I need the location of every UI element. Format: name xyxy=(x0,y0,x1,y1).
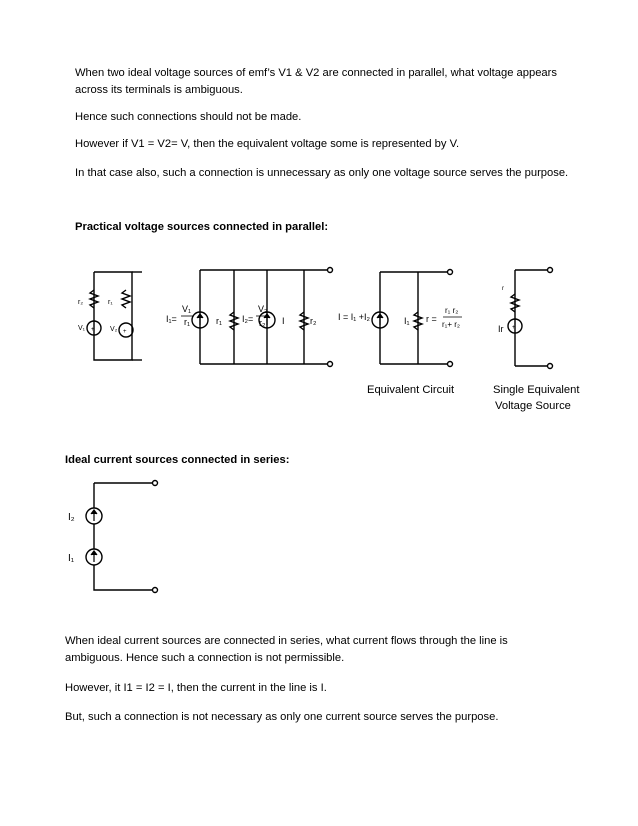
paragraph-current-ambiguous: When ideal current sources are connected in series, what current flows through the line is ambiguous. Hence such a connection is not permissible. xyxy=(65,635,508,664)
label-i-sum: I = I₁ +I₂ xyxy=(338,312,371,322)
label-ir: Ir xyxy=(498,324,504,334)
paragraph-equal-current: However, it I1 = I2 = I, then the current in the line is I. xyxy=(65,682,327,694)
paragraph-not-necessary: But, such a connection is not necessary as only one current source serves the purpose. xyxy=(65,711,499,723)
label-i2-denominator: r₂ xyxy=(259,318,266,328)
label-r-eq: r = xyxy=(426,314,437,324)
label-v1-left: V₁ xyxy=(78,325,86,332)
label-r-sym: r₂ xyxy=(310,316,317,326)
label-i1-fraction: I₁= xyxy=(166,314,177,324)
paragraph-unnecessary: In that case also, such a connection is unnecessary as only one voltage source serves the purpose. xyxy=(75,167,569,179)
label-i2-fraction: I₂= xyxy=(242,314,254,324)
paragraph-not-made: Hence such connections should not be made. xyxy=(75,111,302,123)
parallel-voltage-sources-diagram xyxy=(60,260,580,375)
label-i-sym: I xyxy=(282,316,285,326)
label-r2-left: r₂ xyxy=(78,299,84,306)
heading-ideal-current-series: Ideal current sources connected in series: xyxy=(65,454,290,466)
svg-text:+: + xyxy=(123,329,127,335)
label-r1-norton: r₁ xyxy=(216,316,223,326)
svg-text:+: + xyxy=(91,327,95,333)
label-i1-denominator: r₁ xyxy=(184,317,191,327)
label-i2-numerator: V₂ xyxy=(258,304,268,314)
label-i1-numerator: V₁ xyxy=(182,304,192,314)
svg-text:+: + xyxy=(512,325,516,331)
label-r-den: r₁+ r₂ xyxy=(442,320,461,329)
paragraph-ambiguous-voltage: When two ideal voltage sources of emf’s V1 & V2 are connected in parallel, what voltage appears across its terminals is ambiguous. xyxy=(75,67,557,96)
label-i1-equiv: I₁ xyxy=(404,316,410,326)
caption-single-equivalent-line1: Single Equivalent xyxy=(493,384,580,396)
label-series-i1: I₁ xyxy=(68,553,75,564)
label-r1-left: r₁ xyxy=(108,299,113,306)
caption-equivalent-circuit: Equivalent Circuit xyxy=(367,384,455,396)
series-current-sources-diagram xyxy=(62,475,172,600)
heading-practical-parallel: Practical voltage sources connected in parallel: xyxy=(75,221,329,233)
label-r-small: r xyxy=(502,286,504,292)
paragraph-equal-voltage: However if V1 = V2= V, then the equivalent voltage some is represented by V. xyxy=(75,138,460,150)
caption-single-equivalent-line2: Voltage Source xyxy=(495,400,571,412)
label-series-i2: I₂ xyxy=(68,512,75,523)
label-r-num: r₁ r₂ xyxy=(445,306,459,315)
label-v2-left: V₂ xyxy=(110,326,118,333)
